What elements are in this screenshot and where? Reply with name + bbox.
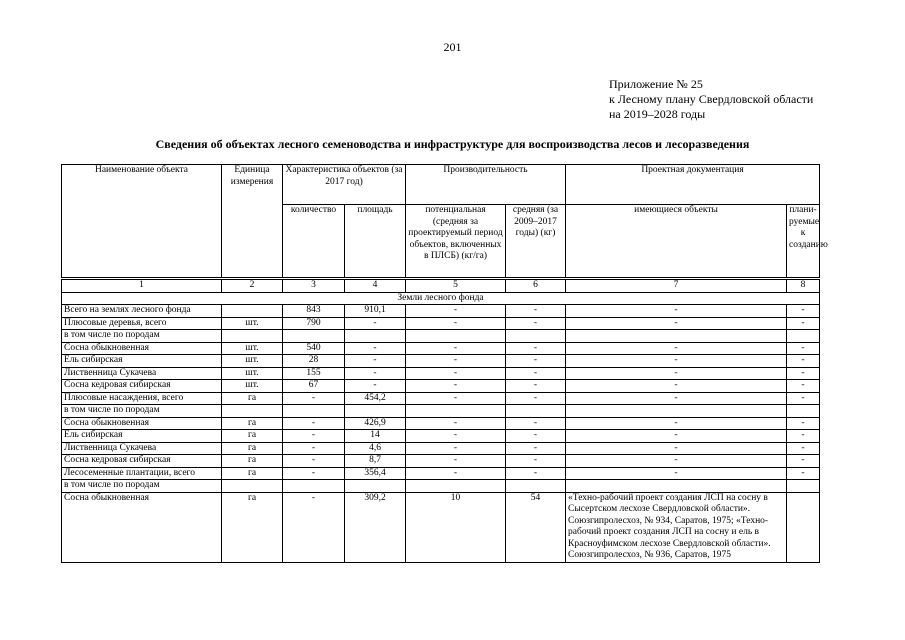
cell-planned: - <box>787 455 820 468</box>
column-number: 6 <box>506 279 566 293</box>
cell-area: 309,2 <box>345 492 406 562</box>
cell-unit: га <box>222 455 283 468</box>
cell-area: 8,7 <box>345 455 406 468</box>
cell-area: 356,4 <box>345 467 406 480</box>
header-productivity: Производительность <box>406 165 566 205</box>
cell-name: Ель сибирская <box>62 430 222 443</box>
cell-potential: - <box>406 455 506 468</box>
cell-area: - <box>345 317 406 330</box>
cell-existing-docs: - <box>566 305 787 318</box>
cell-unit: га <box>222 492 283 562</box>
cell-area: - <box>345 342 406 355</box>
cell-unit: га <box>222 430 283 443</box>
cell-name: Сосна кедровая сибирская <box>62 380 222 393</box>
cell-planned <box>787 330 820 343</box>
cell-name: Лиственница Сукачева <box>62 367 222 380</box>
cell-potential: - <box>406 392 506 405</box>
cell-existing-docs: - <box>566 317 787 330</box>
cell-name: Плюсовые насаждения, всего <box>62 392 222 405</box>
cell-existing-docs: - <box>566 355 787 368</box>
cell-area: - <box>345 367 406 380</box>
table-row <box>62 355 820 368</box>
cell-planned: - <box>787 367 820 380</box>
cell-average: - <box>506 355 566 368</box>
cell-quantity: - <box>283 417 345 430</box>
cell-name: в том числе по породам <box>62 330 222 343</box>
header-characteristics: Характеристика объектов (за 2017 год) <box>283 165 406 205</box>
table-row <box>62 367 820 380</box>
cell-average: - <box>506 392 566 405</box>
cell-average: - <box>506 417 566 430</box>
table-row <box>62 417 820 430</box>
cell-planned <box>787 480 820 493</box>
table-row <box>62 392 820 405</box>
cell-average: - <box>506 367 566 380</box>
cell-unit: шт. <box>222 317 283 330</box>
cell-existing-docs: - <box>566 380 787 393</box>
appendix-line-1: Приложение № 25 <box>609 77 703 91</box>
table-row <box>62 330 820 343</box>
cell-potential: - <box>406 380 506 393</box>
cell-area <box>345 480 406 493</box>
cell-area: 454,2 <box>345 392 406 405</box>
table-row <box>62 455 820 468</box>
cell-potential: - <box>406 355 506 368</box>
header-existing: имеющиеся объекты <box>566 205 787 279</box>
cell-quantity <box>283 480 345 493</box>
cell-existing-docs <box>566 330 787 343</box>
cell-name: Плюсовые деревья, всего <box>62 317 222 330</box>
cell-existing-docs: - <box>566 342 787 355</box>
cell-planned: - <box>787 355 820 368</box>
cell-average <box>506 330 566 343</box>
section-title: Земли лесного фонда <box>62 292 820 305</box>
cell-name: Сосна кедровая сибирская <box>62 455 222 468</box>
cell-name: Лиственница Сукачева <box>62 442 222 455</box>
cell-unit <box>222 330 283 343</box>
cell-quantity: - <box>283 455 345 468</box>
cell-average: 54 <box>506 492 566 562</box>
cell-potential: - <box>406 305 506 318</box>
cell-planned: - <box>787 317 820 330</box>
cell-quantity: - <box>283 392 345 405</box>
cell-name: Ель сибирская <box>62 355 222 368</box>
cell-potential: - <box>406 367 506 380</box>
cell-average: - <box>506 305 566 318</box>
header-planned: плани-руемые к созданию <box>787 205 820 279</box>
table-body <box>62 279 820 563</box>
cell-average: - <box>506 430 566 443</box>
column-number: 7 <box>566 279 787 293</box>
cell-name: Лесосеменные плантации, всего <box>62 467 222 480</box>
cell-planned: - <box>787 342 820 355</box>
cell-planned: - <box>787 305 820 318</box>
cell-area: - <box>345 355 406 368</box>
cell-quantity: 67 <box>283 380 345 393</box>
cell-potential: - <box>406 417 506 430</box>
cell-potential <box>406 330 506 343</box>
cell-area: 910,1 <box>345 305 406 318</box>
cell-quantity: 155 <box>283 367 345 380</box>
cell-potential: 10 <box>406 492 506 562</box>
table-row <box>62 480 820 493</box>
cell-planned: - <box>787 442 820 455</box>
cell-existing-docs: - <box>566 367 787 380</box>
cell-average <box>506 405 566 418</box>
cell-planned: - <box>787 467 820 480</box>
table-header <box>62 165 828 279</box>
section-row <box>62 292 820 305</box>
cell-unit: шт. <box>222 355 283 368</box>
cell-area: 14 <box>345 430 406 443</box>
page-number: 201 <box>443 40 462 54</box>
cell-existing-docs: «Техно-рабочий проект создания ЛСП на сосну в Сысертском лесхозе Свердловской области». Союзгипролесхоз, № 934, Саратов, 1975; «Техно-рабочий проект создания ЛСП на сосну и ель в Красноуфимском лесхозе Свердловской области». Союзгипролесхоз, № 936, Саратов, 1975 <box>566 492 787 562</box>
appendix-note <box>609 77 813 122</box>
cell-existing-docs: - <box>566 392 787 405</box>
cell-area: 4,6 <box>345 442 406 455</box>
header-quantity: количество <box>283 205 345 279</box>
header-project-docs: Проектная документация <box>566 165 820 205</box>
column-number: 5 <box>406 279 506 293</box>
cell-quantity: 790 <box>283 317 345 330</box>
cell-potential: - <box>406 467 506 480</box>
cell-name: Сосна обыкновенная <box>62 342 222 355</box>
table-row <box>62 442 820 455</box>
header-area: площадь <box>345 205 406 279</box>
cell-name: Сосна обыкновенная <box>62 492 222 562</box>
column-number: 8 <box>787 279 820 293</box>
column-number: 1 <box>62 279 222 293</box>
cell-quantity <box>283 330 345 343</box>
cell-quantity: - <box>283 430 345 443</box>
cell-area: - <box>345 380 406 393</box>
cell-average: - <box>506 380 566 393</box>
cell-unit: га <box>222 417 283 430</box>
header-potential: потенциальная (средняя за проектируемый период объектов, включенных в ПЛСБ) (кг/га) <box>406 205 506 279</box>
cell-potential: - <box>406 342 506 355</box>
cell-quantity <box>283 405 345 418</box>
header-name: Наименование объекта <box>62 165 222 279</box>
cell-unit: га <box>222 467 283 480</box>
appendix-line-2: к Лесному плану Свердловской области <box>609 92 814 106</box>
cell-existing-docs: - <box>566 442 787 455</box>
cell-planned <box>787 405 820 418</box>
cell-unit: шт. <box>222 367 283 380</box>
cell-planned: - <box>787 380 820 393</box>
cell-existing-docs <box>566 405 787 418</box>
cell-quantity: - <box>283 492 345 562</box>
cell-existing-docs: - <box>566 455 787 468</box>
header-average: средняя (за 2009–2017 годы) (кг) <box>506 205 566 279</box>
column-number: 3 <box>283 279 345 293</box>
cell-area <box>345 405 406 418</box>
document-title: Сведения об объектах лесного семеноводства и инфраструктуре для воспроизводства лесов и лесоразведения <box>155 137 750 151</box>
cell-name: Сосна обыкновенная <box>62 417 222 430</box>
table-row <box>62 492 820 562</box>
cell-potential: - <box>406 442 506 455</box>
cell-unit <box>222 305 283 318</box>
cell-potential: - <box>406 430 506 443</box>
table-row <box>62 405 820 418</box>
cell-quantity: - <box>283 442 345 455</box>
cell-potential: - <box>406 317 506 330</box>
cell-average <box>506 480 566 493</box>
cell-unit: шт. <box>222 342 283 355</box>
cell-unit: га <box>222 392 283 405</box>
cell-unit <box>222 480 283 493</box>
appendix-line-3: на 2019–2028 годы <box>609 107 706 121</box>
cell-average: - <box>506 342 566 355</box>
cell-average: - <box>506 442 566 455</box>
cell-quantity: 540 <box>283 342 345 355</box>
column-number: 2 <box>222 279 283 293</box>
cell-name: в том числе по породам <box>62 405 222 418</box>
cell-unit <box>222 405 283 418</box>
cell-planned: - <box>787 430 820 443</box>
seed-objects-table <box>61 164 828 563</box>
cell-average: - <box>506 455 566 468</box>
table-row <box>62 467 820 480</box>
cell-area <box>345 330 406 343</box>
cell-planned <box>787 492 820 562</box>
column-number-row <box>62 279 820 293</box>
cell-quantity: 843 <box>283 305 345 318</box>
table-row <box>62 380 820 393</box>
cell-existing-docs: - <box>566 467 787 480</box>
column-number: 4 <box>345 279 406 293</box>
table-row <box>62 430 820 443</box>
cell-quantity: 28 <box>283 355 345 368</box>
cell-potential <box>406 405 506 418</box>
cell-quantity: - <box>283 467 345 480</box>
cell-area: 426,9 <box>345 417 406 430</box>
cell-potential <box>406 480 506 493</box>
cell-unit: га <box>222 442 283 455</box>
cell-planned: - <box>787 417 820 430</box>
header-unit: Единица измерения <box>222 165 283 279</box>
table-row <box>62 305 820 318</box>
cell-unit: шт. <box>222 380 283 393</box>
cell-existing-docs <box>566 480 787 493</box>
cell-existing-docs: - <box>566 417 787 430</box>
cell-average: - <box>506 317 566 330</box>
table-row <box>62 317 820 330</box>
cell-average: - <box>506 467 566 480</box>
cell-planned: - <box>787 392 820 405</box>
cell-name: Всего на землях лесного фонда <box>62 305 222 318</box>
cell-name: в том числе по породам <box>62 480 222 493</box>
cell-existing-docs: - <box>566 430 787 443</box>
table-row <box>62 342 820 355</box>
